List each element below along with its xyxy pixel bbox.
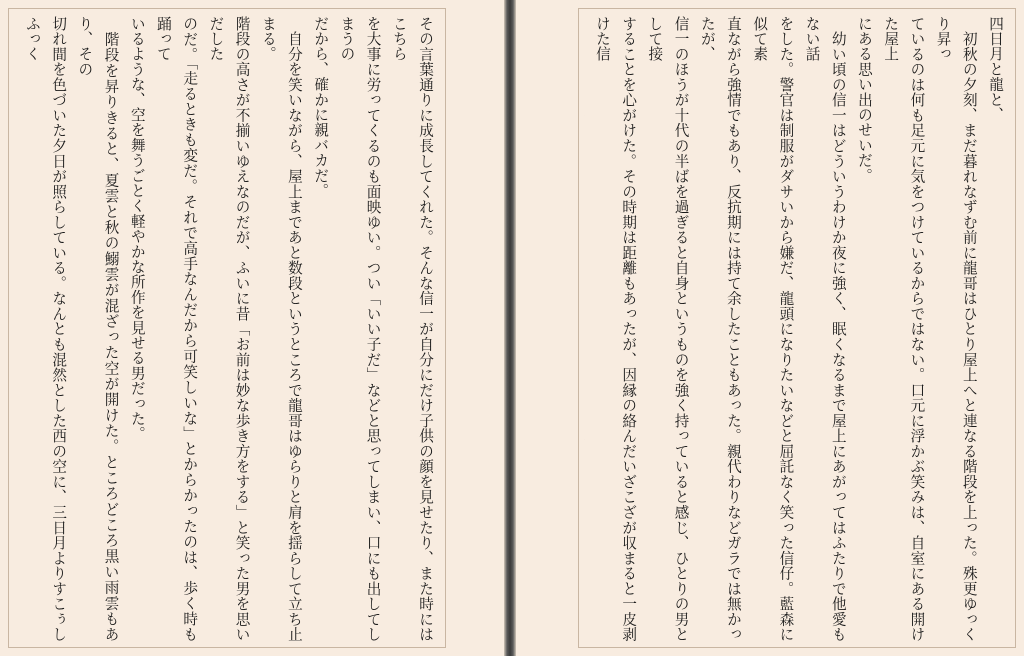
right-page[interactable]	[516, 0, 1024, 656]
left-page-text	[14, 16, 438, 642]
text-line: ているのは何も足元に気をつけているからではない。口元に浮かぶ笑みは、自室にある開けた屋上	[882, 16, 926, 642]
text-line: 初秋の夕刻、まだ暮れなずむ前に龍哥はひとり屋上へと連なる階段を上った。殊更ゆっくり昇っ	[934, 16, 978, 642]
text-line: にある思い出のせいだ。	[855, 16, 873, 184]
text-line: 直ながら強情でもあり、反抗期には持て余したこともあった。親代わりなどガラでは無かったが、	[698, 16, 742, 642]
text-line	[14, 16, 19, 642]
text-line: 信一のほうが十代の半ばを過ぎると自身というものを強く持っていると感じ、ひとりの男として接	[646, 16, 690, 642]
text-line: いるような、空を舞うごとく軽やかな所作を見せる男だった。	[128, 16, 146, 442]
text-line: 幼い頃の信一はどういうわけか夜に強く、眠くなるまで屋上にあがってはふたりで他愛もない話	[803, 16, 847, 642]
text-line: だから、確かに親バカだ。	[312, 16, 330, 199]
text-line: 階段を昇りきると、夏雲と秋の鰯雲が混ざった空が開けた。ところどころ黒い雨雲もあり、その	[76, 16, 120, 642]
text-line: のだ。「走るときも変だ。それで高手なんだから可笑しいな」とからかったのは、歩く時も踊って	[154, 16, 199, 642]
left-page[interactable]	[0, 0, 504, 656]
chapter-title: 四日月と龍と、	[987, 16, 1004, 123]
text-line: することを心がけた。その時期は距離もあったが、因縁の絡んだいざこざが収まると一皮剥けた信	[593, 16, 638, 642]
text-line: を大事に労ってくるのも面映ゆい。つい「いい子だ」などと思ってしまい、口にも出してしまうの	[338, 16, 382, 642]
book-gutter	[504, 0, 516, 656]
text-line: 切れ間を色づいた夕日が照らしている。なんとも混然とした西の空に、三日月よりすこぅしふっく	[23, 16, 68, 642]
right-page-text	[584, 16, 1008, 642]
text-line	[584, 16, 589, 642]
text-line: その言葉通りに成長してくれた。そんな信一が自分にだけ子供の顔を見せたり、また時にはこちら	[390, 16, 434, 642]
text-line: 自分を笑いながら、屋上まであと数段というところで龍哥はゆらりと肩を揺らして立ち止まる。	[259, 16, 303, 642]
text-line: をした。警官は制服がダサいから嫌だ、龍頭になりたいなどと屈託なく笑った信仔。藍森に似て素	[751, 16, 795, 642]
text-line: 階段の高さが不揃いゆえなのだが、ふいに昔「お前は妙な歩き方をする」と笑った男を思いだした	[207, 16, 251, 642]
